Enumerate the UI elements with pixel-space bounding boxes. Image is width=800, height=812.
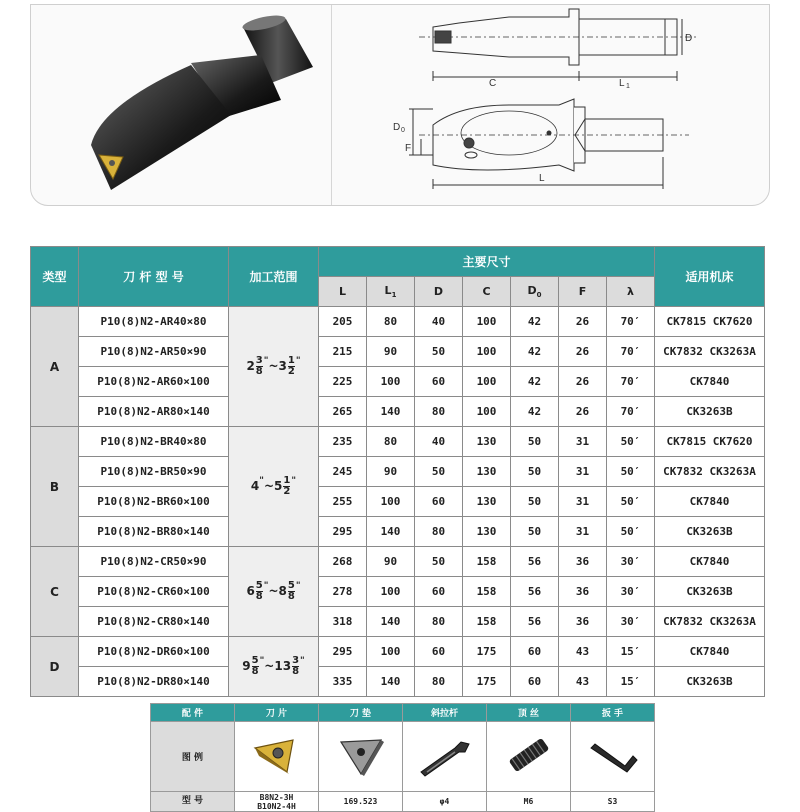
machine-cell: CK7840 [655,637,765,667]
spec-table [30,246,765,697]
subheader-c: C [463,277,511,307]
range-cell: 6 $\frac{5}{8}$ "~8 $\frac{5}{8}$ " [229,547,319,637]
machine-cell: CK7815 CK7620 [655,427,765,457]
table-row: D P10(8)N2-DR60×100 9 $\frac{5}{8}$ "~13 $\frac{3}{8}$ " 295 100 60 175 60 43 15′ CK7840 [31,637,765,667]
accessories-table [150,703,655,812]
dim-label-l1-sub: 1 [626,83,630,90]
set-screw-icon [499,730,559,780]
accessory-name: 刀 片 [235,704,319,722]
accessory-name: 顶 丝 [487,704,571,722]
type-cell: C [31,547,79,637]
type-cell: A [31,307,79,427]
dim-label-c: C [489,78,497,89]
table-row: P10(8)N2-BR50×90 245 90 50 130 50 31 50′ CK7832 CK3263A [31,457,765,487]
header-model: 刀 杆 型 号 [79,247,229,307]
type-cell: D [31,637,79,697]
model-label: 型 号 [151,792,235,812]
model-cell: P10(8)N2-BR80×140 [79,517,229,547]
picture-label: 图 例 [151,722,235,792]
table-row: P10(8)N2-CR60×100 278 100 60 158 56 36 30′ CK3263B [31,577,765,607]
accessory-name: 刀 垫 [319,704,403,722]
insert-icon [247,730,307,780]
model-cell: P10(8)N2-CR60×100 [79,577,229,607]
accessory-model: φ4 [403,792,487,812]
model-cell: P10(8)N2-BR40×80 [79,427,229,457]
machine-cell: CK7832 CK3263A [655,607,765,637]
model-cell: P10(8)N2-AR40×80 [79,307,229,337]
model-cell: P10(8)N2-CR50×90 [79,547,229,577]
pull-rod-icon [415,730,475,780]
model-cell: P10(8)N2-AR80×140 [79,397,229,427]
accessory-model: 169.523 [319,792,403,812]
dim-label-l1: L [619,78,625,89]
panel-divider [331,5,332,205]
wrench-icon [583,730,643,780]
model-cell: P10(8)N2-BR60×100 [79,487,229,517]
accessory-model: S3 [571,792,655,812]
header-dims: 主要尺寸 [319,247,655,277]
header-machine: 适用机床 [655,247,765,307]
table-row: A P10(8)N2-AR40×80 2 $\frac{3}{8}$ "~3 $\frac{1}{2}$ " 205 80 40 100 42 26 70′ CK7815 CK7620 [31,307,765,337]
subheader-d0: $D_0$ [511,277,559,307]
dim-label-d0: D [393,122,401,133]
table-row: P10(8)N2-AR80×140 265 140 80 100 42 26 70′ CK3263B [31,397,765,427]
subheader-f: F [559,277,607,307]
type-cell: B [31,427,79,547]
machine-cell: CK3263B [655,577,765,607]
table-row: P10(8)N2-BR80×140 295 140 80 130 50 31 50′ CK3263B [31,517,765,547]
product-illustration-panel [30,4,770,206]
accessory-name: 斜拉杆 [403,704,487,722]
table-row: P10(8)N2-AR50×90 215 90 50 100 42 26 70′ CK7832 CK3263A [31,337,765,367]
boring-bar-photo [31,5,331,205]
shim-icon [331,730,391,780]
model-cell: P10(8)N2-AR60×100 [79,367,229,397]
header-type: 类型 [31,247,79,307]
range-cell: 2 $\frac{3}{8}$ "~3 $\frac{1}{2}$ " [229,307,319,427]
subheader-l: L [319,277,367,307]
header-range: 加工范围 [229,247,319,307]
model-cell: P10(8)N2-DR80×140 [79,667,229,697]
dim-label-d: D [685,33,693,44]
table-row: P10(8)N2-CR80×140 318 140 80 158 56 36 30′ CK7832 CK3263A [31,607,765,637]
table-row: C P10(8)N2-CR50×90 6 $\frac{5}{8}$ "~8 $\frac{5}{8}$ " 268 90 50 158 56 36 30′ CK7840 [31,547,765,577]
machine-cell: CK7832 CK3263A [655,337,765,367]
machine-cell: CK7840 [655,547,765,577]
machine-cell: CK7832 CK3263A [655,457,765,487]
accessory-model: B8N2-3H B10N2-4H [235,792,319,812]
subheader-lambda: λ [607,277,655,307]
dim-label-d0-sub: 0 [401,127,405,134]
table-row: B P10(8)N2-BR40×80 4"~5 $\frac{1}{2}$ " 235 80 40 130 50 31 50′ CK7815 CK7620 [31,427,765,457]
accessories-header-label: 配 件 [151,704,235,722]
range-cell: 9 $\frac{5}{8}$ "~13 $\frac{3}{8}$ " [229,637,319,697]
machine-cell: CK3263B [655,517,765,547]
subheader-l1: $L_1$ [367,277,415,307]
model-cell: P10(8)N2-CR80×140 [79,607,229,637]
subheader-d: D [415,277,463,307]
model-cell: P10(8)N2-DR60×100 [79,637,229,667]
machine-cell: CK3263B [655,667,765,697]
accessory-model: M6 [487,792,571,812]
accessory-name: 扳 手 [571,704,655,722]
machine-cell: CK3263B [655,397,765,427]
dim-label-f: F [405,143,412,154]
model-cell: P10(8)N2-AR50×90 [79,337,229,367]
model-cell: P10(8)N2-BR50×90 [79,457,229,487]
table-row: P10(8)N2-BR60×100 255 100 60 130 50 31 50′ CK7840 [31,487,765,517]
machine-cell: CK7840 [655,487,765,517]
range-cell: 4"~5 $\frac{1}{2}$ " [229,427,319,547]
table-row: P10(8)N2-DR80×140 335 140 80 175 60 43 15′ CK3263B [31,667,765,697]
table-row: P10(8)N2-AR60×100 225 100 60 100 42 26 70′ CK7840 [31,367,765,397]
machine-cell: CK7840 [655,367,765,397]
dim-label-l: L [539,173,545,184]
machine-cell: CK7815 CK7620 [655,307,765,337]
dimension-drawing [393,5,769,205]
